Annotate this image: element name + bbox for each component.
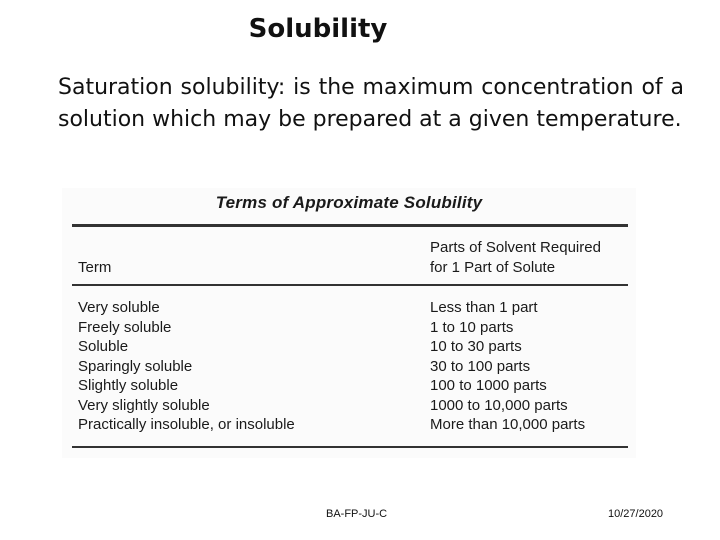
row-term: Slightly soluble (78, 377, 179, 394)
solubility-table (62, 188, 636, 458)
row-parts: 100 to 1000 parts (430, 377, 547, 394)
table-row (78, 318, 628, 338)
row-term: Soluble (78, 338, 129, 355)
row-term: Very slightly soluble (78, 396, 210, 414)
row-term: Sparingly soluble (78, 357, 193, 375)
row-parts: Less than 1 part (430, 299, 538, 316)
definition-text: Saturation solubility: is the maximum concentration of a solution which may be prepared at a given temperature. (58, 75, 684, 132)
row-parts: 30 to 100 parts (430, 357, 531, 375)
footer-date: 10/27/2020 (608, 508, 664, 520)
table-rows (78, 298, 628, 435)
slide-title: Solubility (248, 14, 388, 44)
row-term: Practically insoluble, or insoluble (78, 416, 295, 433)
table-row (78, 357, 628, 377)
table-row (78, 376, 628, 396)
table-rule-bottom (72, 446, 628, 448)
row-parts: 1 to 10 parts (430, 318, 514, 336)
row-parts: More than 10,000 parts (430, 416, 586, 433)
table-row (78, 337, 628, 357)
row-term: Very soluble (78, 299, 160, 316)
row-parts: 10 to 30 parts (430, 338, 522, 355)
column-header-parts-line2: for 1 Part of Solute (430, 259, 556, 276)
table-row (78, 396, 628, 416)
table-rule-mid (72, 284, 628, 286)
table-title: Terms of Approximate Solubility (215, 193, 483, 212)
row-term: Freely soluble (78, 318, 172, 336)
table-rule-top (72, 224, 628, 227)
footer-label: BA-FP-JU-C (326, 508, 388, 520)
row-parts: 1000 to 10,000 parts (430, 396, 568, 414)
column-header-parts-line1: Parts of Solvent Required (430, 239, 601, 256)
column-header-term: Term (78, 259, 112, 276)
column-header-parts (430, 238, 601, 278)
table-row (78, 298, 628, 318)
table-row (78, 415, 628, 435)
